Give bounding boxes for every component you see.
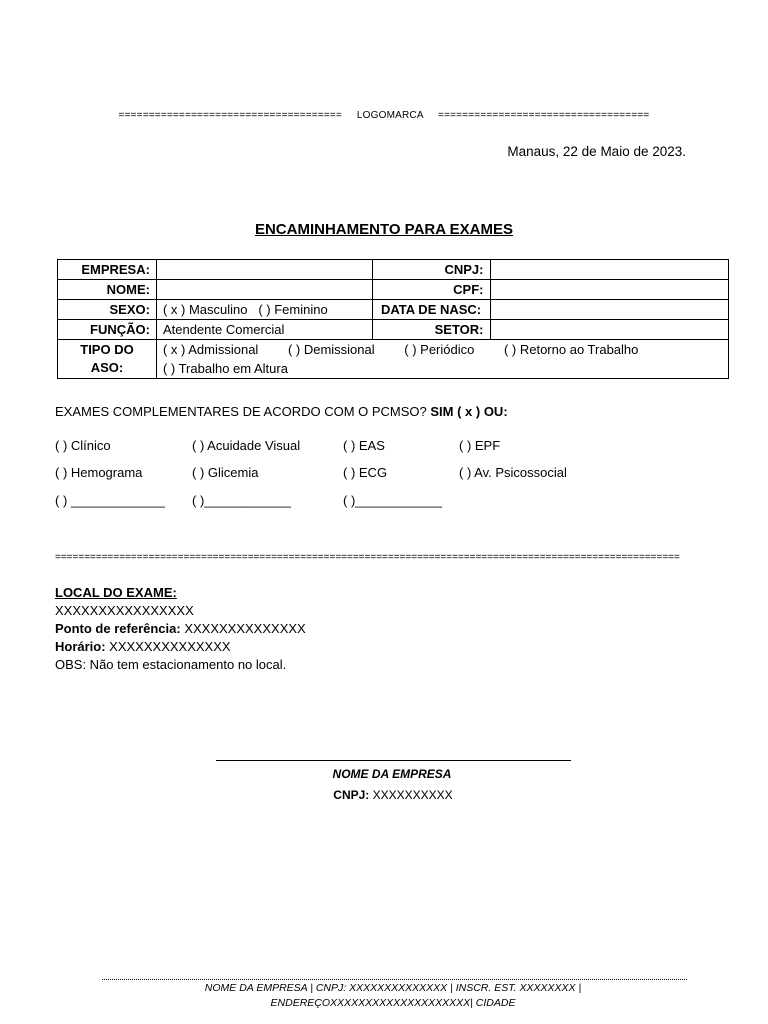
signature-cnpj-label: CNPJ: (333, 788, 373, 802)
exam-ecg[interactable]: ( ) ECG (343, 465, 388, 480)
horario-value: XXXXXXXXXXXXXX (109, 639, 231, 654)
horario-label: Horário: (55, 639, 110, 654)
footer-divider (102, 979, 687, 980)
document-title: ENCAMINHAMENTO PARA EXAMES (254, 221, 514, 238)
aso-option-demissional[interactable]: ( ) Demissional (287, 342, 375, 357)
empresa-field[interactable] (156, 260, 372, 280)
section-separator: =========================================================================================================== (55, 552, 680, 563)
exam-epf[interactable]: ( ) EPF (459, 438, 501, 453)
row-nome (58, 280, 729, 300)
nome-field[interactable] (156, 280, 372, 300)
signature-cnpj-value: XXXXXXXXXX (372, 788, 453, 802)
local-address: XXXXXXXXXXXXXXXX (55, 603, 194, 618)
exam-row-3 (55, 493, 655, 511)
aso-options-row (163, 340, 722, 359)
exam-other-3[interactable]: ( )____________ (343, 493, 443, 508)
pcmso-answer[interactable]: SIM ( x ) OU: (430, 404, 508, 419)
empresa-label: EMPRESA: (58, 260, 157, 280)
footer-line-1: NOME DA EMPRESA | CNPJ: XXXXXXXXXXXXXX | INSCR. EST. XXXXXXXX | (204, 982, 582, 994)
cpf-field[interactable] (490, 280, 729, 300)
pcmso-question (55, 404, 508, 419)
sexo-feminino-option[interactable]: ( ) Feminino (258, 302, 328, 317)
tipo-aso-label-line1: TIPO DO (80, 342, 134, 357)
sexo-options (156, 300, 372, 320)
tipo-aso-options (156, 340, 728, 379)
reference-value: XXXXXXXXXXXXXX (184, 621, 306, 636)
local-exame-heading (55, 584, 177, 602)
nome-label: NOME: (58, 280, 157, 300)
sexo-masculino-option[interactable]: ( x ) Masculino (162, 302, 248, 317)
employee-info-table (57, 259, 729, 379)
aso-option-altura[interactable]: ( ) Trabalho em Altura (162, 361, 288, 376)
row-tipo-aso (58, 340, 729, 379)
exam-hemograma[interactable]: ( ) Hemograma (55, 465, 143, 480)
exam-clinico[interactable]: ( ) Clínico (55, 438, 111, 453)
cpf-label: CPF: (372, 280, 490, 300)
tipo-aso-label-line2: ASO: (90, 360, 124, 375)
local-obs: OBS: Não tem estacionamento no local. (55, 657, 287, 672)
local-horario (55, 638, 231, 656)
signature-cnpj (0, 788, 768, 802)
footer-line-2: ENDEREÇOXXXXXXXXXXXXXXXXXXXX| CIDADE (270, 997, 516, 1009)
exam-row-2 (55, 465, 655, 483)
aso-option-admissional[interactable]: ( x ) Admissional (162, 342, 259, 357)
setor-field[interactable] (490, 320, 729, 340)
logo-placeholder-line: ===================================== LOGOMARCA =================================== (118, 110, 650, 121)
row-empresa (58, 260, 729, 280)
signature-company-name: NOME DA EMPRESA (332, 767, 452, 781)
funcao-label: FUNÇÃO: (58, 320, 157, 340)
data-nasc-label: DATA DE NASC: (372, 300, 490, 320)
row-sexo (58, 300, 729, 320)
tipo-aso-label (58, 340, 157, 379)
exam-acuidade-visual[interactable]: ( ) Acuidade Visual (192, 438, 301, 453)
aso-option-periodico[interactable]: ( ) Periódico (404, 342, 475, 357)
pcmso-question-text: EXAMES COMPLEMENTARES DE ACORDO COM O PCMSO? (55, 404, 431, 419)
local-heading-text: LOCAL DO EXAME: (55, 585, 177, 600)
document-date: Manaus, 22 de Maio de 2023. (507, 144, 686, 159)
exam-other-2[interactable]: ( )____________ (192, 493, 292, 508)
row-funcao (58, 320, 729, 340)
exam-row-1 (55, 438, 655, 456)
data-nasc-field[interactable] (490, 300, 729, 320)
funcao-field[interactable]: Atendente Comercial (156, 320, 372, 340)
exam-av-psicossocial[interactable]: ( ) Av. Psicossocial (459, 465, 567, 480)
cnpj-label: CNPJ: (372, 260, 490, 280)
setor-label: SETOR: (372, 320, 490, 340)
reference-label: Ponto de referência: (55, 621, 185, 636)
sexo-label: SEXO: (58, 300, 157, 320)
exam-glicemia[interactable]: ( ) Glicemia (192, 465, 259, 480)
cnpj-field[interactable] (490, 260, 729, 280)
local-reference (55, 620, 306, 638)
aso-option-retorno[interactable]: ( ) Retorno ao Trabalho (503, 342, 639, 357)
signature-line (216, 760, 571, 761)
exam-other-1[interactable]: ( ) _____________ (55, 493, 165, 508)
exam-eas[interactable]: ( ) EAS (343, 438, 385, 453)
